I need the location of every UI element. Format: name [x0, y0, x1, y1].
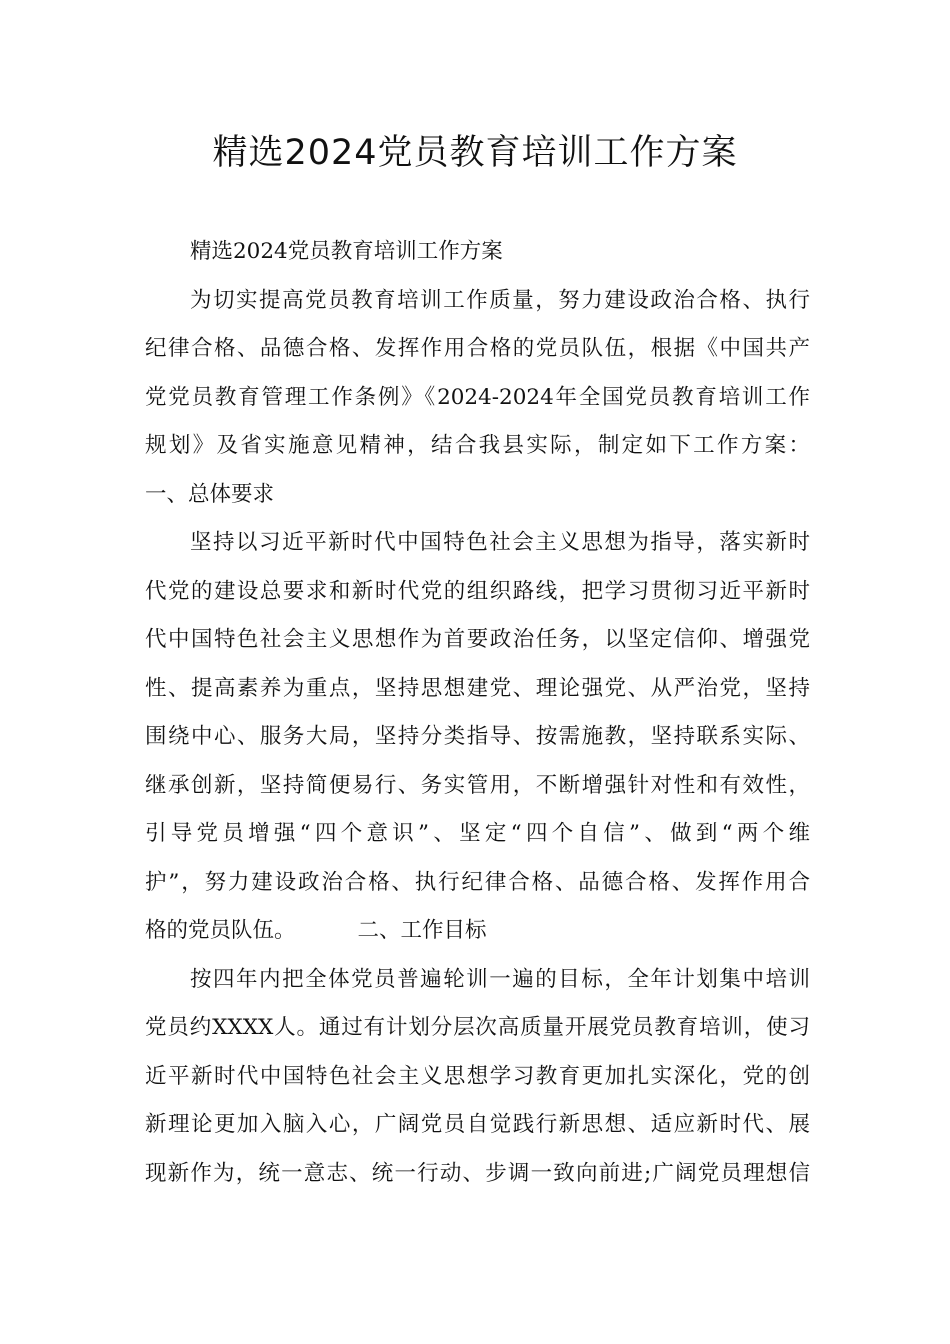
section-heading: 一、总体要求 — [145, 481, 275, 507]
document-body — [145, 228, 810, 1198]
paragraph-line: 按四年内把全体党员普遍轮训一遍的目标，全年计划集中培训 — [190, 966, 810, 992]
paragraph-line: 近平新时代中国特色社会主义思想学习教育更加扎实深化，党的创 — [145, 1063, 810, 1089]
paragraph-line: 格的党员队伍。 — [145, 918, 296, 943]
paragraph-line: 代党的建设总要求和新时代党的组织路线，把学习贯彻习近平新时 — [145, 578, 810, 604]
paragraph-line: 新理论更加入脑入心，广阔党员自觉践行新思想、适应新时代、展 — [145, 1112, 810, 1137]
section-heading: 二、工作目标 — [357, 918, 487, 943]
paragraph-line: 为切实提高党员教育培训工作质量，努力建设政治合格、执行 — [190, 287, 810, 313]
document-title: 精选2024党员教育培训工作方案 — [212, 133, 738, 173]
paragraph-line: 护”，努力建设政治合格、执行纪律合格、品德合格、发挥作用合 — [145, 869, 810, 895]
subtitle-line: 精选2024党员教育培训工作方案 — [190, 239, 503, 264]
paragraph-line: 引导党员增强“四个意识”、坚定“四个自信”、做到“两个维 — [145, 821, 810, 846]
paragraph-line: 规划》及省实施意见精神，结合我县实际，制定如下工作方案： — [145, 433, 810, 458]
paragraph-line: 党员约XXXX人。通过有计划分层次高质量开展党员教育培训，使习 — [145, 1015, 810, 1040]
paragraph-line: 性、提高素养为重点，坚持思想建党、理论强党、从严治党，坚持 — [145, 675, 810, 701]
paragraph-line: 党党员教育管理工作条例》《2024-2024年全国党员教育培训工作 — [145, 384, 810, 410]
paragraph-end-line — [145, 907, 810, 956]
paragraph-line: 坚持以习近平新时代中国特色社会主义思想为指导，落实新时 — [190, 530, 810, 555]
paragraph-line: 现新作为，统一意志、统一行动、步调一致向前进;广阔党员理想信 — [145, 1160, 810, 1186]
paragraph-line: 代中国特色社会主义思想作为首要政治任务，以坚定信仰、增强党 — [145, 627, 810, 652]
paragraph-line: 围绕中心、服务大局，坚持分类指导、按需施教，坚持联系实际、 — [145, 724, 810, 749]
paragraph-line: 继承创新，坚持简便易行、务实管用，不断增强针对性和有效性， — [145, 772, 810, 798]
paragraph-line: 纪律合格、品德合格、发挥作用合格的党员队伍，根据《中国共产 — [145, 336, 810, 361]
